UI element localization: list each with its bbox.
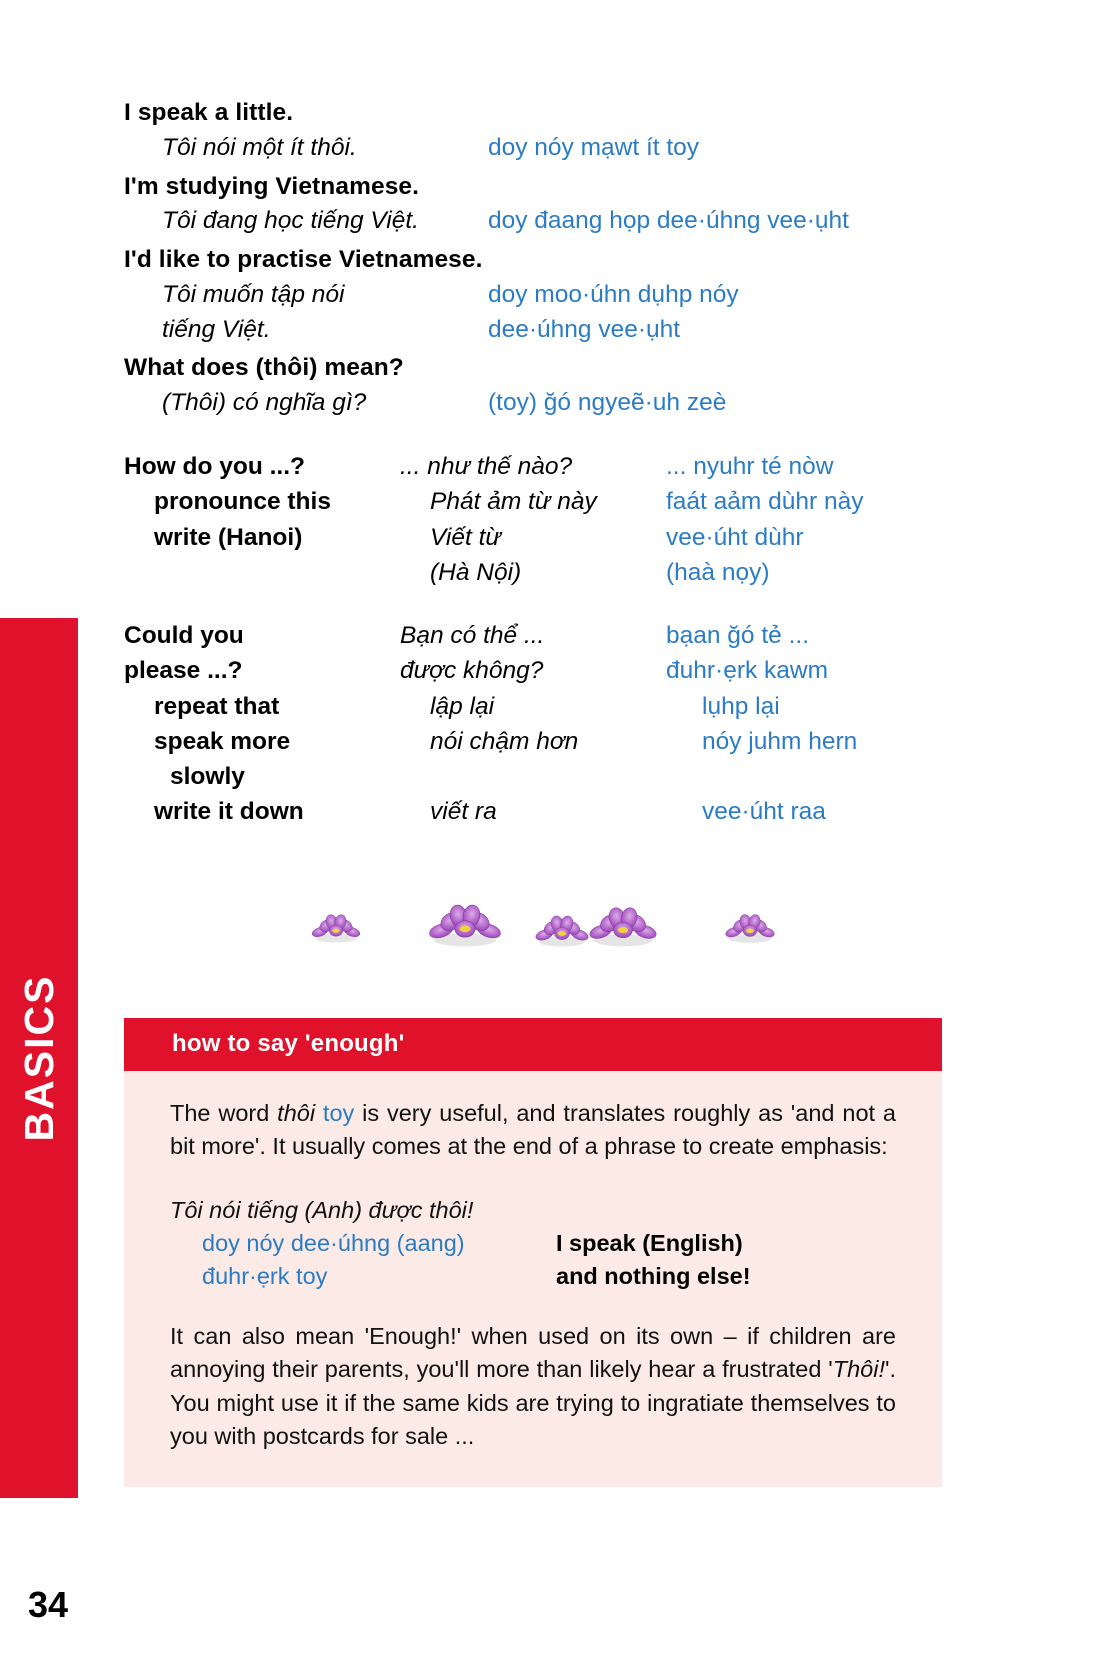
info-box-body	[124, 1071, 942, 1487]
paragraph2-pre: It can also mean 'Enough!' when used on its own – if children are annoying their parents, you'll more than likely hear a frustrated '	[170, 1322, 896, 1383]
table-row	[124, 618, 954, 653]
row-pronunciation: lụhp lại	[702, 692, 780, 720]
phrase-pronunciation: doy đaang họp dee·úhng vee·ụht	[488, 207, 849, 235]
lotus-flowers-icon	[290, 870, 810, 960]
example-english-line1: I speak (English)	[556, 1230, 743, 1257]
paragraph2-italic: Thôi!	[832, 1356, 885, 1383]
table-row	[124, 520, 954, 555]
example-english-line2: and nothing else!	[556, 1263, 751, 1290]
example-pronunciation-line1: doy nóy dee·úhng (aang)	[202, 1230, 465, 1257]
table-row	[124, 689, 954, 724]
phrase-table-how-do-you	[124, 449, 954, 590]
row-vietnamese: lập lại	[430, 692, 495, 720]
example-pronunciation-line2: đuhr·ẹrk toy	[202, 1263, 328, 1290]
paragraph1-post: is very useful, and translates roughly as 'and not a bit more'. It usually comes at the end of a phrase to create emphasis:	[170, 1100, 896, 1160]
phrase-pronunciation: doy nóy mạwt ít toy	[488, 133, 700, 161]
phrase-english: I'd like to practise Vietnamese.	[124, 246, 483, 274]
paragraph1-italic: thôi	[277, 1100, 316, 1126]
info-box-title: how to say 'enough'	[124, 1018, 942, 1071]
phrase-vietnamese: Tôi đang học tiếng Việt.	[162, 207, 419, 235]
row-english: please ...?	[124, 657, 243, 685]
phrase-vietnamese: Tôi nói một ít thôi.	[162, 133, 357, 161]
row-vietnamese: viết ra	[430, 798, 497, 826]
table-row	[124, 449, 954, 484]
phrase-vietnamese: (Thôi) có nghĩa gì?	[162, 389, 367, 417]
row-pronunciation: vee·úht raa	[702, 798, 826, 826]
row-vietnamese: Phát ảm từ này	[430, 488, 597, 516]
phrase-entry	[124, 351, 954, 421]
example-vietnamese: Tôi nói tiếng (Anh) được thôi!	[170, 1196, 474, 1223]
row-english: pronounce this	[154, 488, 331, 516]
row-vietnamese	[400, 759, 666, 794]
row-pronunciation: đuhr·ẹrk kawm	[666, 657, 829, 685]
row-vietnamese: nói chậm hơn	[430, 727, 579, 755]
row-vietnamese: Viết từ	[430, 523, 501, 551]
phrase-table-could-you	[124, 618, 954, 830]
row-pronunciation: ... nyuhr té nòw	[666, 453, 834, 481]
table-row	[124, 759, 954, 794]
row-pronunciation: nóy juhm hern	[702, 727, 858, 755]
phrase-pronunciation: doy moo·úhn dụhp nóy	[488, 280, 739, 308]
info-box	[124, 1018, 942, 1487]
info-box-paragraph-1	[170, 1097, 896, 1164]
section-tab-label: BASICS	[15, 974, 62, 1142]
row-vietnamese: ... như thế nào?	[400, 453, 573, 481]
phrase-content	[124, 96, 954, 830]
phrase-english: I speak a little.	[124, 99, 294, 126]
phrase-vietnamese-line2: tiếng Việt.	[162, 315, 271, 343]
table-row	[124, 794, 954, 829]
row-english: Could you	[124, 622, 244, 650]
row-english: write (Hanoi)	[154, 523, 303, 551]
row-pronunciation	[666, 759, 702, 794]
phrase-entry	[124, 170, 954, 240]
page-number: 34	[28, 1584, 69, 1625]
info-box-paragraph-2	[170, 1320, 896, 1453]
paragraph1-blue: toy	[315, 1100, 355, 1126]
phrase-pronunciation: (toy) ğó ngyeẽ·uh zeè	[488, 389, 727, 417]
paragraph2-post: '. You might use it if the same kids are trying to ingratiate themselves to you with postcards for sale ...	[170, 1356, 896, 1449]
row-vietnamese: Bạn có thể ...	[400, 622, 545, 650]
row-vietnamese: được không?	[400, 657, 544, 685]
row-english: How do you ...?	[124, 453, 306, 481]
phrase-entry	[124, 243, 954, 347]
row-english	[124, 555, 400, 590]
phrase-english: I'm studying Vietnamese.	[124, 172, 420, 200]
table-row	[124, 724, 954, 759]
phrase-english: What does (thôi) mean?	[124, 354, 404, 382]
table-row	[124, 484, 954, 519]
row-pronunciation: (haà nọy)	[666, 558, 770, 586]
phrase-vietnamese: Tôi muốn tập nói	[162, 280, 345, 308]
section-tab	[0, 618, 78, 1498]
row-pronunciation: bạan ğó tẻ ...	[666, 622, 810, 650]
row-pronunciation: faát aảm dùhr này	[666, 488, 864, 516]
table-row	[124, 653, 954, 688]
row-pronunciation: vee·úht dùhr	[666, 523, 804, 551]
phrase-entry	[124, 96, 954, 166]
table-row	[124, 555, 954, 590]
phrase-pronunciation-line2: dee·úhng vee·ụht	[488, 315, 681, 343]
info-box-example	[170, 1194, 896, 1294]
row-english: speak more	[154, 727, 291, 755]
row-vietnamese: (Hà Nội)	[430, 558, 522, 586]
row-english: write it down	[154, 798, 304, 826]
paragraph1-pre: The word	[170, 1100, 278, 1126]
row-english: repeat that	[154, 692, 280, 720]
row-english: slowly	[170, 763, 245, 791]
